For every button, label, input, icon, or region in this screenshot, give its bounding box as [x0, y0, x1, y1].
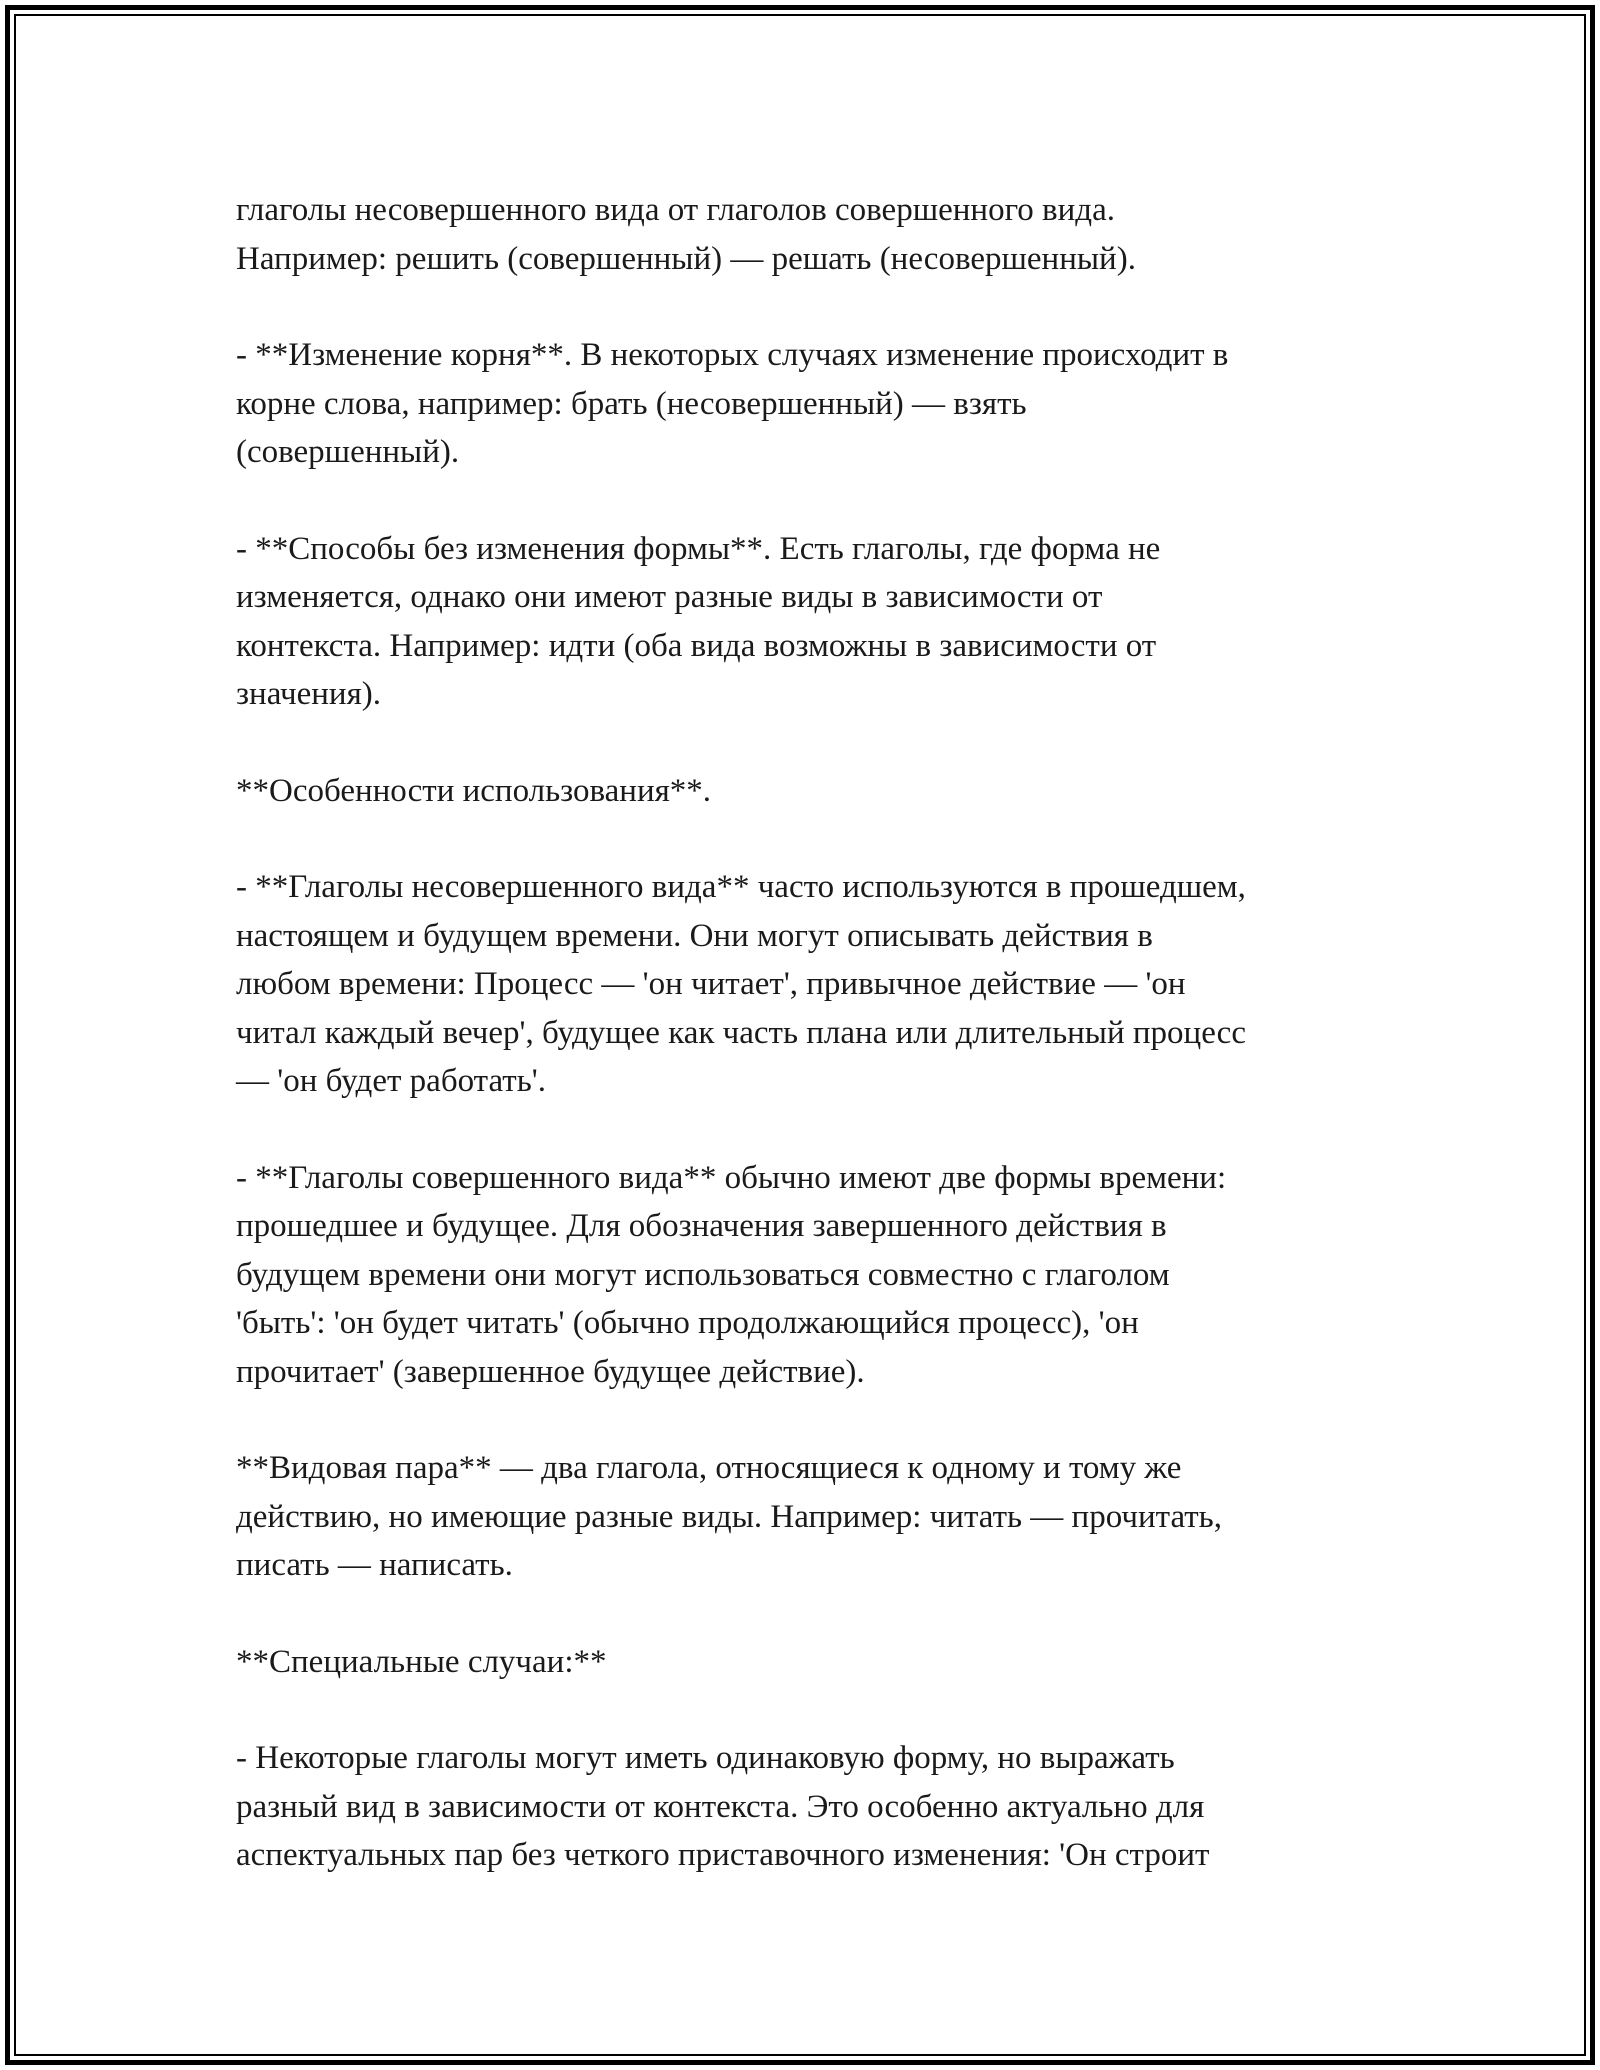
text-line: контекста. Например: идти (оба вида возможны в зависимости от	[236, 627, 1157, 664]
text-line: прочитает' (завершенное будущее действие).	[236, 1353, 865, 1390]
text-line: (совершенный).	[236, 434, 460, 470]
text-line: изменяется, однако они имеют разные виды в зависимости от	[236, 579, 1103, 615]
text-line: — 'он будет работать'.	[236, 1063, 546, 1099]
text-line: Например: решить (совершенный) — решать (несовершенный).	[236, 240, 1136, 277]
text-line: прошедшее и будущее. Для обозначения завершенного действия в	[236, 1208, 1167, 1244]
paragraph-perfective-usage	[236, 1154, 1376, 1397]
paragraph-no-form-change	[236, 525, 1376, 719]
text-line: любом времени: Процесс — 'он читает', привычное действие — 'он	[236, 966, 1186, 1002]
text-line: 'быть': 'он будет читать' (обычно продолжающийся процесс), 'он	[236, 1305, 1139, 1341]
text-line: аспектуальных пар без четкого приставочного изменения: 'Он строит	[236, 1837, 1210, 1873]
paragraph-aspect-pair	[236, 1444, 1376, 1590]
text-line: - **Глаголы несовершенного вида** часто используются в прошедшем,	[236, 869, 1246, 905]
document-body	[236, 186, 1376, 1928]
text-line: читал каждый вечер', будущее как часть плана или длительный процесс	[236, 1014, 1246, 1051]
text-line: **Видовая пара** — два глагола, относящиеся к одному и тому же	[236, 1450, 1182, 1486]
section-heading-special-cases	[236, 1638, 1376, 1687]
text-line: значения).	[236, 676, 382, 712]
paragraph-imperfective-usage	[236, 863, 1376, 1106]
text-line: - **Глаголы совершенного вида** обычно имеют две формы времени:	[236, 1159, 1227, 1196]
paragraph-same-form	[236, 1734, 1376, 1880]
text-line: разный вид в зависимости от контекста. Это особенно актуально для	[236, 1788, 1205, 1825]
text-line: **Специальные случаи:**	[236, 1643, 607, 1680]
text-line: **Особенности использования**.	[236, 772, 712, 809]
text-line: действию, но имеющие разные виды. Например: читать — прочитать,	[236, 1498, 1222, 1535]
text-line: - **Изменение корня**. В некоторых случаях изменение происходит в	[236, 337, 1229, 373]
text-line: - Некоторые глаголы могут иметь одинаковую форму, но выражать	[236, 1740, 1175, 1776]
paragraph-root-change	[236, 331, 1376, 477]
section-heading-usage	[236, 767, 1376, 816]
text-line: - **Способы без изменения формы**. Есть глаголы, где форма не	[236, 530, 1161, 567]
text-line: глаголы несовершенного вида от глаголов совершенного вида.	[236, 192, 1115, 228]
text-line: корне слова, например: брать (несовершенный) — взять	[236, 385, 1027, 422]
text-line: писать — написать.	[236, 1547, 513, 1583]
text-line: будущем времени они могут использоваться совместно с глаголом	[236, 1256, 1170, 1293]
text-line: настоящем и будущем времени. Они могут описывать действия в	[236, 917, 1153, 954]
paragraph-prefix-formation	[236, 186, 1376, 283]
